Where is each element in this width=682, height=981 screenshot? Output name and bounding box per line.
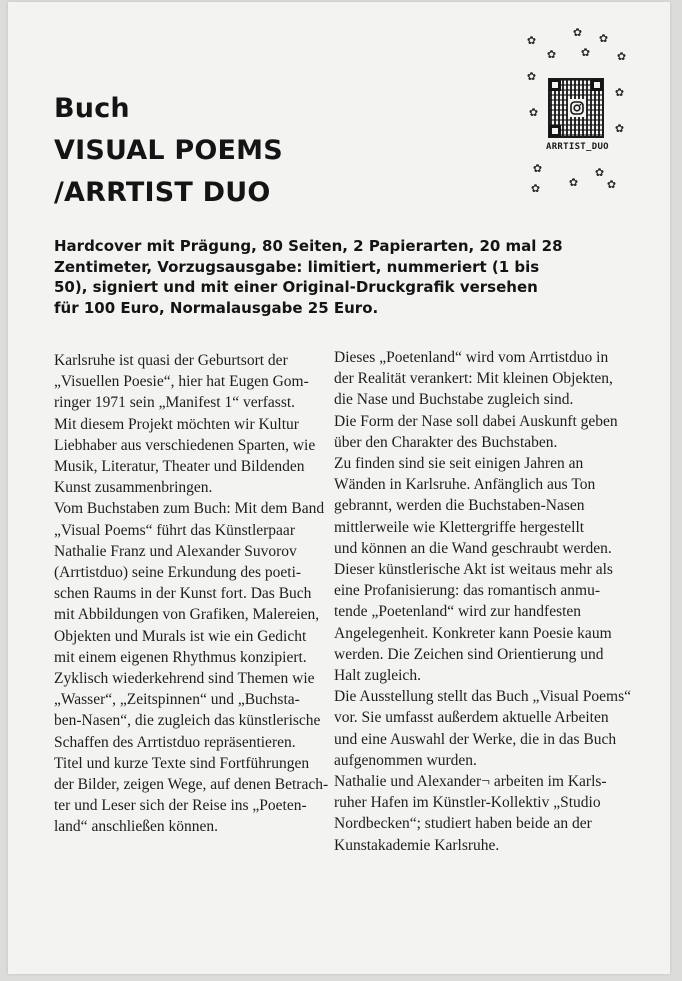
text-line: mittlerweile wie Klettergriffe hergestellt bbox=[334, 518, 585, 536]
flower-icon: ✿ bbox=[546, 49, 557, 61]
text-line: Halt zugleich. bbox=[334, 667, 421, 685]
document-sheet bbox=[8, 2, 670, 974]
title-line-2: VISUAL POEMS bbox=[54, 135, 283, 166]
text-line: eine Profanisierung: das romantisch anmu- bbox=[334, 582, 601, 600]
text-line: vor. Sie umfasst außerdem aktuelle Arbeiten bbox=[334, 709, 609, 727]
text-line: Schaffen des Arrtistduo repräsentieren. bbox=[54, 733, 296, 751]
text-line: land“ anschließen können. bbox=[54, 818, 218, 836]
text-line: und eine Auswahl der Werke, die in das Buch bbox=[334, 730, 617, 748]
flower-icon: ✿ bbox=[528, 107, 539, 119]
flower-icon: ✿ bbox=[616, 51, 627, 63]
text-line: gebrannt, werden die Buchstaben-Nasen bbox=[334, 497, 585, 515]
text-line: werden. Die Zeichen sind Orientierung und bbox=[334, 645, 604, 663]
text-line: mit einem eigenen Rhythmus konzipiert. bbox=[54, 648, 307, 666]
flower-icon: ✿ bbox=[594, 167, 605, 179]
text-line: Karlsruhe ist quasi der Geburtsort der bbox=[54, 352, 288, 369]
text-line: ben-Nasen“, die zugleich das künstlerische bbox=[54, 712, 321, 730]
text-line: und können an die Wand geschraubt werden. bbox=[334, 539, 612, 557]
text-line: Titel und kurze Texte sind Fortführungen bbox=[54, 754, 310, 772]
text-line: (Arrtistduo) seine Erkundung des poeti- bbox=[54, 564, 302, 582]
text-line: über den Charakter des Buchstaben. bbox=[334, 433, 558, 451]
text-line: Objekten und Murals ist wie ein Gedicht bbox=[54, 627, 307, 645]
flower-icon: ✿ bbox=[614, 87, 625, 99]
lead-line: Zentimeter, Vorzugsausgabe: limitiert, nummeriert (1 bis bbox=[54, 257, 540, 276]
text-line: Liebhaber aus verschiedenen Sparten, wie bbox=[54, 436, 316, 454]
text-line: Die Ausstellung stellt das Buch „Visual Poems“ bbox=[334, 688, 631, 706]
text-line: Mit diesem Projekt möchten wir Kultur bbox=[54, 415, 299, 433]
lead-line: 50), signiert und mit einer Original-Druckgrafik versehen bbox=[54, 278, 538, 296]
qr-finder-pattern bbox=[591, 79, 603, 91]
text-line: Zyklisch wiederkehrend sind Themen wie bbox=[54, 670, 315, 688]
flower-icon: ✿ bbox=[614, 123, 625, 135]
text-line: Dieses „Poetenland“ wird vom Arrtistduo in bbox=[334, 349, 609, 366]
instagram-icon bbox=[568, 99, 586, 117]
text-line: Vom Buchstaben zum Buch: Mit dem Band bbox=[54, 500, 325, 518]
qr-code-block bbox=[518, 28, 628, 198]
text-line: der Bilder, zeigen Wege, auf denen Betrach- bbox=[54, 776, 329, 794]
document-title bbox=[54, 88, 283, 214]
flower-icon: ✿ bbox=[568, 177, 579, 189]
text-line: schen Raums in der Kunst fort. Das Buch bbox=[54, 585, 312, 603]
text-line: Nathalie und Alexander¬ arbeiten im Karls- bbox=[334, 773, 607, 791]
text-line: „Wasser“, „Zeitspinnen“ und „Buchsta- bbox=[54, 691, 300, 709]
lead-paragraph bbox=[54, 236, 614, 318]
text-line: Angelegenheit. Konkreter kann Poesie kaum bbox=[334, 624, 612, 642]
qr-code[interactable] bbox=[548, 78, 604, 138]
text-line: Musik, Literatur, Theater und Bildenden bbox=[54, 458, 305, 476]
lead-line: Hardcover mit Prägung, 80 Seiten, 2 Papierarten, 20 mal 28 bbox=[54, 237, 563, 255]
text-line: Dieser künstlerische Akt ist weitaus mehr als bbox=[334, 561, 613, 579]
text-line: Nathalie Franz und Alexander Suvorov bbox=[54, 542, 297, 560]
qr-finder-pattern bbox=[549, 79, 561, 91]
text-line: Zu finden sind sie seit einigen Jahren an bbox=[334, 455, 584, 473]
text-line: ter und Leser sich der Reise ins „Poeten- bbox=[54, 797, 307, 815]
body-column-left bbox=[54, 350, 329, 838]
flower-icon: ✿ bbox=[606, 179, 617, 191]
qr-finder-pattern bbox=[549, 125, 561, 137]
body-column-right bbox=[334, 347, 634, 856]
flower-icon: ✿ bbox=[598, 33, 609, 45]
flower-icon: ✿ bbox=[580, 47, 591, 59]
flower-icon: ✿ bbox=[572, 27, 583, 39]
text-line: tende „Poetenland“ wird zur handfesten bbox=[334, 603, 582, 621]
text-line: die Nase und Buchstabe zugleich sind. bbox=[334, 391, 574, 409]
text-line: Kunst zusammenbringen. bbox=[54, 479, 213, 497]
qr-label: ARRTIST_DUO bbox=[546, 142, 609, 152]
title-line-1: Buch bbox=[54, 93, 130, 124]
text-line: „Visual Poems“ führt das Künstlerpaar bbox=[54, 521, 295, 539]
text-line: Kunstakademie Karlsruhe. bbox=[334, 836, 500, 854]
text-line: „Visuellen Poesie“, hier hat Eugen Gom- bbox=[54, 373, 309, 391]
flower-icon: ✿ bbox=[532, 163, 543, 175]
text-line: Nordbecken“; studiert haben beide an der bbox=[334, 815, 592, 833]
text-line: Wänden in Karlsruhe. Anfänglich aus Ton bbox=[334, 476, 596, 494]
text-line: Die Form der Nase soll dabei Auskunft geben bbox=[334, 412, 618, 430]
flower-icon: ✿ bbox=[530, 183, 541, 195]
text-line: aufgenommen wurden. bbox=[334, 751, 477, 769]
text-line: der Realität verankert: Mit kleinen Objekten, bbox=[334, 370, 613, 388]
flower-icon: ✿ bbox=[526, 35, 537, 47]
flower-icon: ✿ bbox=[526, 71, 537, 83]
text-line: ruher Hafen im Künstler-Kollektiv „Studio bbox=[334, 794, 601, 812]
title-line-3: /ARRTIST DUO bbox=[54, 177, 271, 208]
text-line: mit Abbildungen von Grafiken, Malereien, bbox=[54, 606, 320, 624]
lead-line: für 100 Euro, Normalausgabe 25 Euro. bbox=[54, 298, 379, 317]
text-line: ringer 1971 sein „Manifest 1“ verfasst. bbox=[54, 394, 296, 412]
